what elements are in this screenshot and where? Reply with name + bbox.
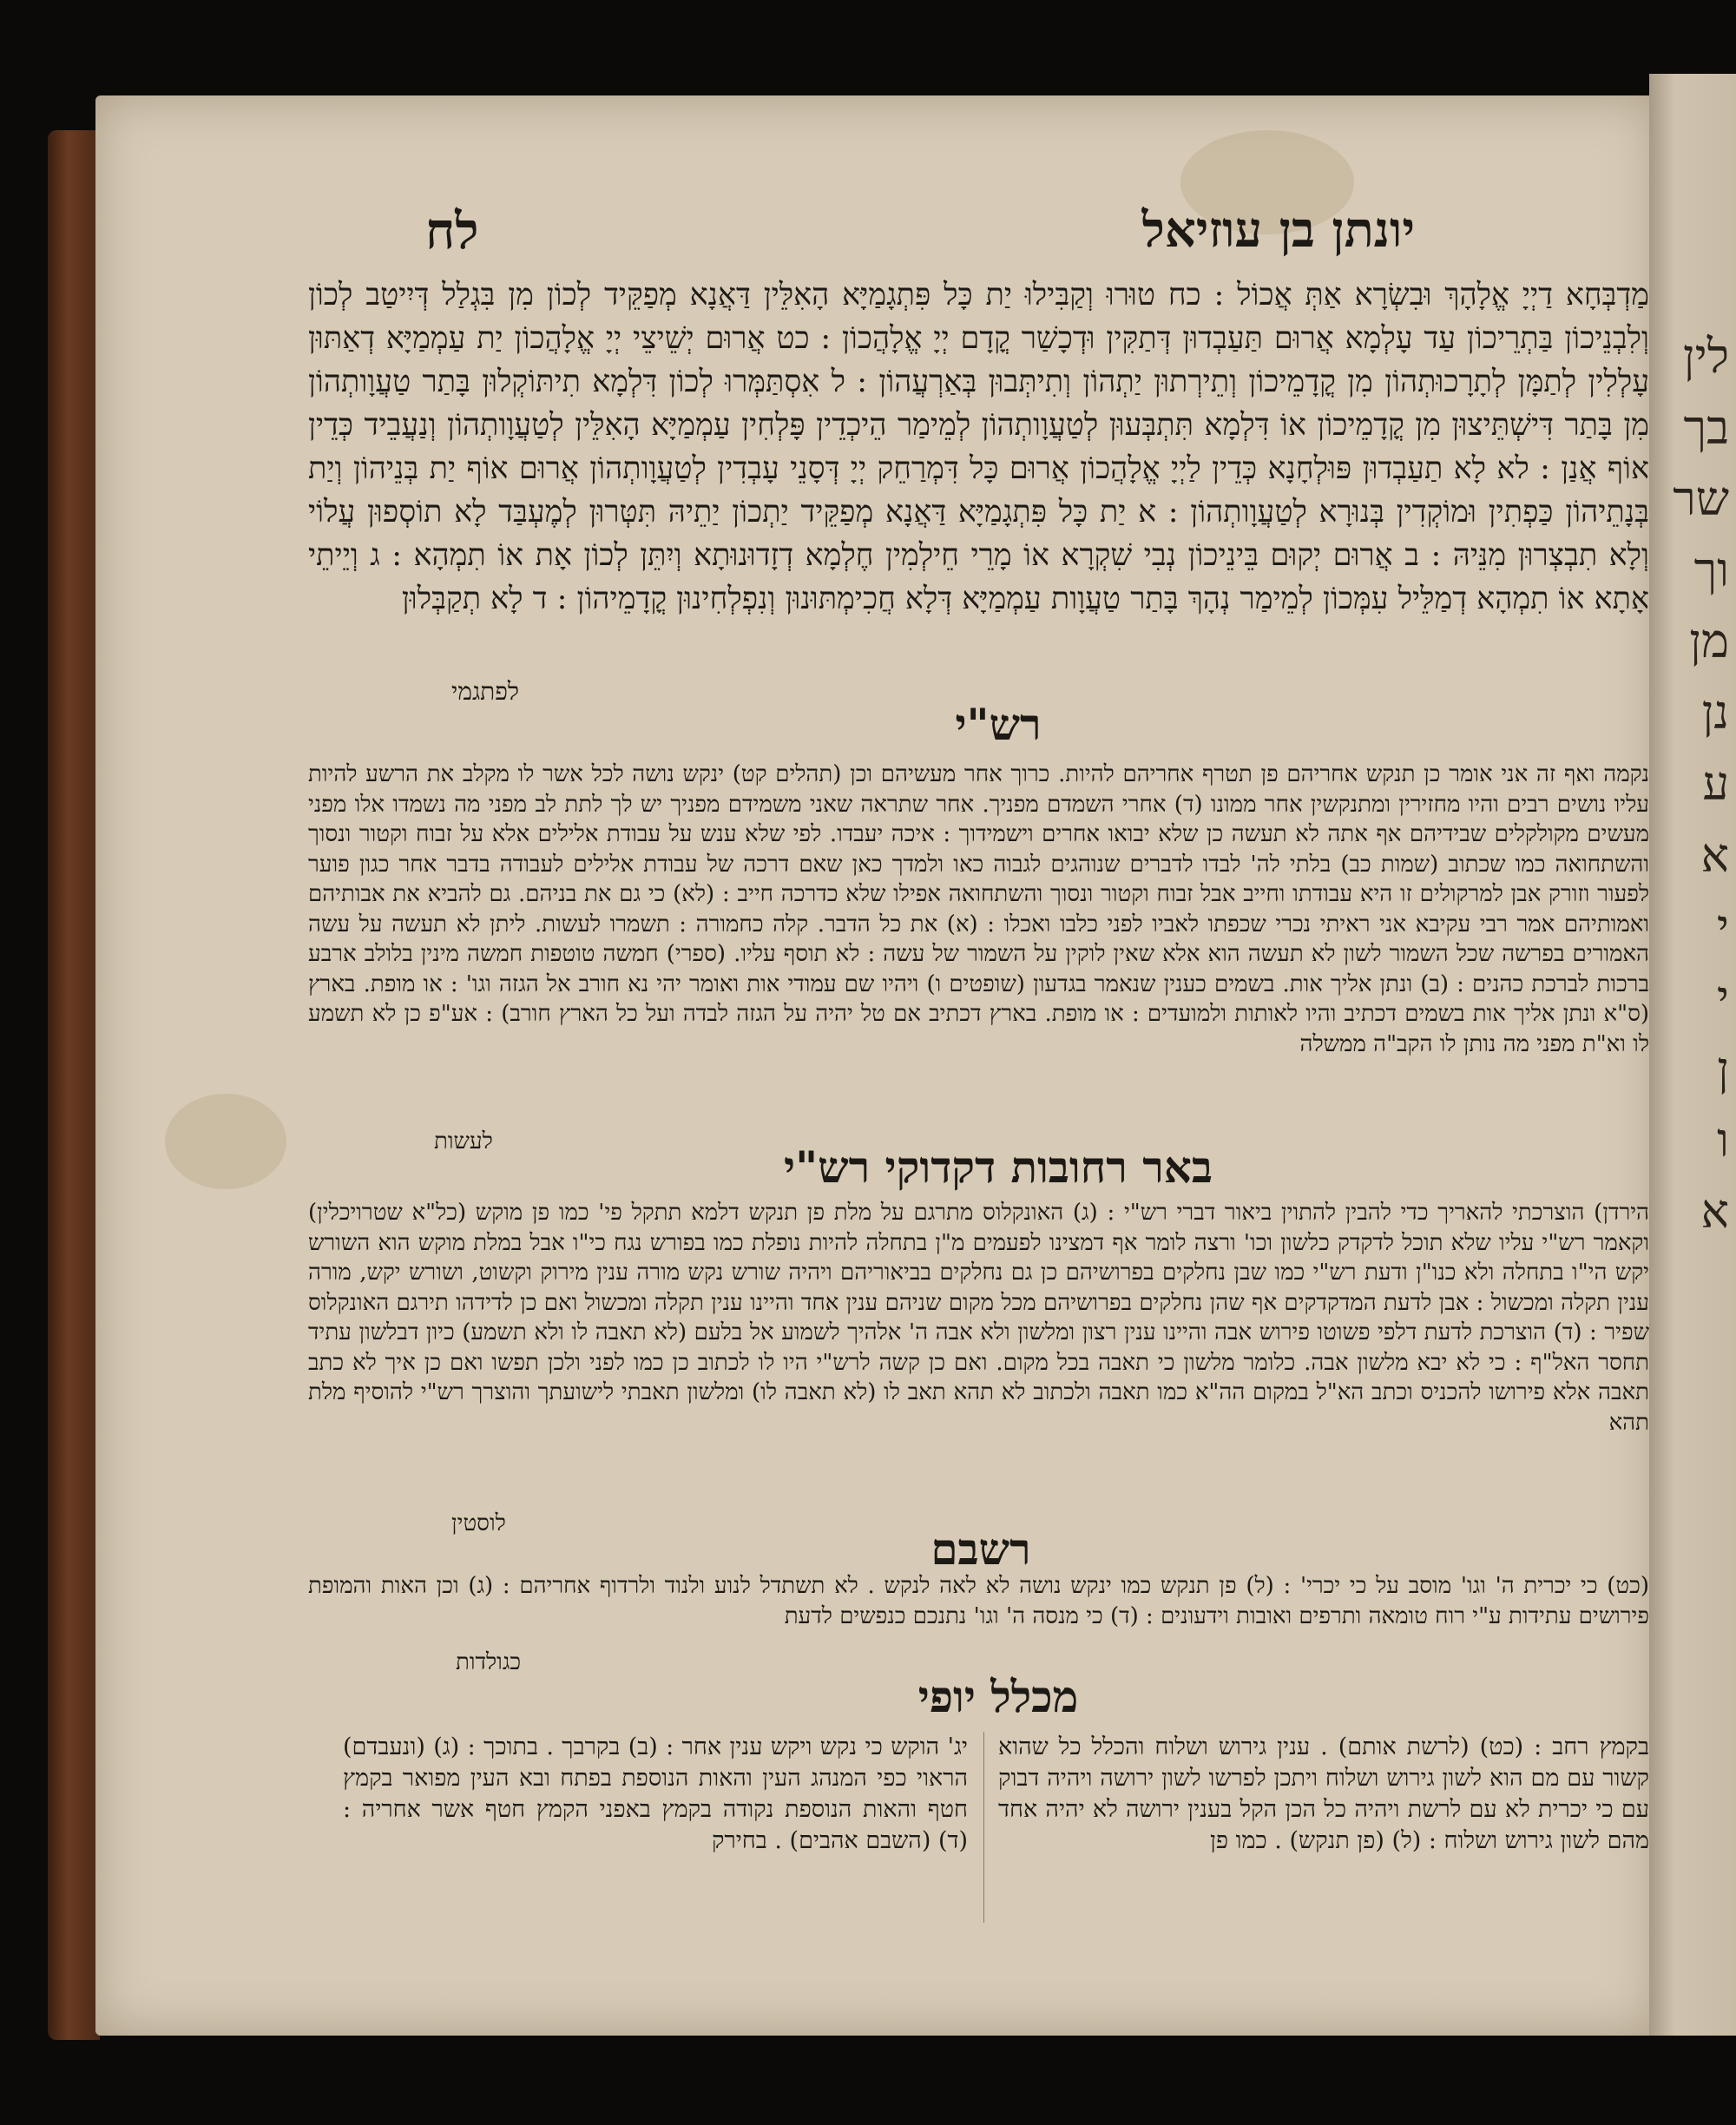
running-title: יונתן בן עוזיאל [1141, 201, 1415, 259]
rashbam-heading: רשבם [930, 1523, 1031, 1575]
next-page-letters: לין בך שר וך מן נן ע א י י ן ו א [1673, 329, 1729, 1239]
folio-number: לח [425, 201, 479, 260]
michlal-yofi-heading: מכלל יופי [917, 1671, 1079, 1722]
beer-rechovot-heading: באר רחובות דקדוקי רש"י [784, 1141, 1213, 1193]
beer-rechovot-text: הירדן) הוצרכתי להאריך כדי להבין להתוין ביאור דברי רש"י : (ג) האונקלוס מתרגם על מלת פן תנקש דלמא תתקל פי' כמו פן מוקש (כל"א שטרויכלין) וקאמר רש"י עליו שלא תוכל לדקדק כלשון וכו' ורצה לומר אף דמצינו לפעמים מ"ן בתחלה להיות נופלת כמו בפורש נגח כי"ו אבל במלת מוקש הוא השורש יקש הי"ו בתחלה ולא כנו"ן ודעת רש"י כמו שבן נחלקים בפרושיהם כן גם נחלקים בביאוריהם ויהיה שורש נקש מורה ענין מירוק וקשוט, ושורש יקש, מורה ענין תקלה ומכשול : אבן לדעת המדקדקים אף שהן נחלקים בפרושיהם מכל מקום שניהם ענין אחד והיינו ענין תקלה ומכשול ואם כן לדידהו תירגם האונקלוס שפיר : (ד) הוצרכת לדעת דלפי פשוטו פירוש אבה והיינו ענין רצון ומלשון ולא אבה ה' אלהיך לשמוע אל בלעם (לא תאבה לו ולא תשמע) כיון דבלשון עתיד תחסר האל"ף : כי לא יבא מלשון אבה. כלומר מלשון כי תאבה בכל מקום. ואם כן קשה לרש"י היו לו לכתוב כן כמו לפני ולכן תפשו ואם כן איך לא כתב תאבה אלא פירושו להכניס וכתב הא"ל במקום הה"א כמו תאבה ולכתוב לא תהא תאב לו (לא תאבה לו) ומלשון תאבתי לישועתך והוצרך רש"י להוסיף מלת תהא [308, 1200, 1649, 1436]
book-binding [48, 130, 100, 2040]
column-divider [983, 1732, 984, 1923]
beer-catchword: לוסטין [451, 1510, 506, 1536]
targum-catchword: לפתגמי [451, 677, 520, 706]
targum-text: מַדְבְּחָא דַיְיָ אֱלָהָךְ וּבִשְׂרָא אַתְּ אֲכוֹל : כח טוּרוּ וְקַבִּילוּ יַת כָּל פִּתְגָמַיָּא הָאִלֵּין דַּאֲנָא מְפַקֵּיד לְכוֹן מִן בִּגְלַל דְּיִיטַב לְכוֹן וְלִבְנֵיכוֹן בַּתְרֵיכוֹן עַד עָלְמָא אֲרוּם תַּעַבְדוּן דְּתַקִּין וּדְכָשַׁר קֳדָם יְיָ אֱלָהֲכוֹן : כט אֲרוּם יְשֵׁיצֵי יְיָ אֱלָהֲכוֹן יַת עַמְמַיָּא דְאַתּוּן עָלְלִין לְתַמָּן לְתָרָכוּתְהוֹן מִן קֳדָמֵיכוֹן וְתֵירְתוּן יַתְהוֹן וְתִיתְּבוּן בְּאַרְעֲהוֹן : ל אִסְתַּמְּרוּ לְכוֹן דִּלְמָא תִיתּוֹקְלוּן בָּתַר טַעֲוָותְהוֹן מִן בָּתַר דִּישְׁתֵּיצוּן מִן קֳדָמֵיכוֹן אוֹ דִּלְמָא תִּתְבְּעוּן לְטַעֲוָותְהוֹן לְמֵימַר הֵיכְדֵין פָּלְחִין עַמְמַיָּא הָאִלֵּין לְטַעֲוָותְהוֹן וְנַעֲבֵיד כְּדֵין אוֹף אֲנַן : לא לָא תַעַבְדוּן פּוּלְחָנָא כְּדֵין לַיְיָ אֱלָהֲכוֹן אֲרוּם כָּל דִּמְרַחֵק יְיָ דְּסָנֵי עָבְדִין לְטַעֲוָותְהוֹן אֲרוּם אוֹף יַת בְּנֵיהוֹן וְיַת בְּנָתֵיהוֹן כַּפְתִין וּמוֹקְדִין בְּנוּרָא לְטַעֲוָותְהוֹן : א יַת כָּל פִּתְגָמַיָּא דַּאֲנָא מְפַקֵּיד יַתְכוֹן יַתֵיהּ תִּטְּרוּן לְמֶעְבַּד לָא תוֹסְפוּן עֲלוֹי וְלָא תִבְצְרוּן מִנֵּיהּ : ב אֲרוּם יְקוּם בֵּינֵיכוֹן נְבִי שִׁקְרָא אוֹ מָרֵי חֵילְמִין חֶלְמָא דְזָדוּנוּתָא וְיִתֵּן לְכוֹן אָת אוֹ תִמְהָא : ג וְיֵיתֵי אָתָא אוֹ תִמְהָא דְמַלֵּיל עִמְּכוֹן לְמֵימַר נְהָךְ בָּתַר טַעֲוָות עַמְמַיָּא דְּלָא חֲכִימְתּוּנוּן וְנִפְלְחִינוּן קֳדָמֵיהוֹן : ד לָא תְקַבְּלוּן [308, 278, 1649, 616]
rashbam-text: (כט) כי יכרית ה' וגו' מוסב על כי יכרי' : (ל) פן תנקש כמו ינקש נושה לא לאה לנקש . לא תשתדל לנוע ולנוד ולרדוף אחריהם : (ג) וכן האות והמופת פירושים עתידות ע"י רוח טומאה ותרפים ואובות וידעונים : (ד) כי מנסה ה' וגו' נתנכם כנפשים לדעת [308, 1573, 1649, 1629]
rashbam-catchword: כגולדות [456, 1649, 522, 1675]
rashi-heading: רש"י [955, 699, 1042, 750]
rashi-text: נקמה ואף זה אני אומר כן תנקש אחריהם פן תטרף אחריהם להיות. כרוך אחר מעשיהם וכן (תהלים קט) ינקש נושה לכל אשר לו מקלב את הרשע להיות עליו נושים רבים והיו מחזירין ומתנקשין אחר ממונו (ד) אחרי השמדם מפניך. אחר שתראה שאני משמידם מפניך יש לך לתת לב מפני מה נשמדו אלו מפני מעשים מקולקלים שבידיהם אף אתה לא תעשה כן שלא יבואו אחרים וישמידוך : איכה יעבדו. לפי שלא ענש על עבודת אלילים אלא על זבוח וקטור ונסוך והשתחואה כמו שכתוב (שמות כב) בלתי לה' לבדו לדברים שנוהגים לגבוה כאו ולמדך כאן שאם דרכה של עבודת אלילים לעבודה בדבר אחר כגון פוער לפעור וזורק אבן למרקולים זו היא עבודתו וחייב אבל זבוח וקטור ונסוך והשתחואה אפילו שלא כדרכה חייב : (לא) כי גם את בניהם. גם להביא את אבותיהם ואמותיהם אמר רבי עקיבא אני ראיתי נכרי שכפתו לאביו לפני כלבו ואכלו : (א) את כל הדבר. קלה כחמורה : תשמרו לעשות. ליתן לא תעשה על עשה האמורים בפרשה שכל השמור לשון לא תעשה הוא אלא שאין לוקין על השמור של עשה : לא תוסף עליו. (ספרי) חמשה טוטפות חמשה מינין בלולב ארבע ברכות לברכת כהנים : (ב) ונתן אליך אות. בשמים כענין שנאמר בגדעון (שופטים ו) ויהיו שם עמודי אות ואומר יהי נא חורב אל הגזה וגו' : או מופת. בארץ (ס"א ונתן אליך אות בשמים דכתיב והיו לאותות ולמועדים : או מופת. בארץ דכתיב אם טל יהיה על הגזה לבדה ועל כל הארץ חורב) : אע"פ כן לא תשמע לו וא"ת מפני מה נותן לו הקב"ה ממשלה [308, 761, 1649, 1057]
michlal-yofi-right-column: בקמץ רחב : (כט) (לרשת אותם) . ענין גירוש ושלוח והכלל כל שהוא קשור עם מם הוא לשון גירוש ושלוח ויתכן לפרשו לשון ירושה ויהיה דבוק עם כי יכרית לא עם לרשת ויהיה כל הכן הקל בענין ירושה לא יהיה אחד מהם לשון גירוש ושלוח : (ל) (פן תנקש) . כמו פן [998, 1734, 1649, 1854]
michlal-yofi-left-column: יג' הוקש כי נקש ויקש ענין אחר : (ב) בקרבך . בתוכך : (ג) (ונעבדם) הראוי כפי המנהג העין והאות הנוספת בפתח ובא העין מפואר בקמץ חטף והאות הנוספת נקודה בקמץ באפני הקמץ חטף אשר אחריה : (ד) (השבם אהבים) . בחירק [343, 1734, 968, 1854]
paper-stain [165, 1094, 286, 1189]
page-header [425, 201, 1415, 271]
rashi-catchword: לעשות [434, 1128, 493, 1155]
next-page-edge [1649, 74, 1736, 2036]
